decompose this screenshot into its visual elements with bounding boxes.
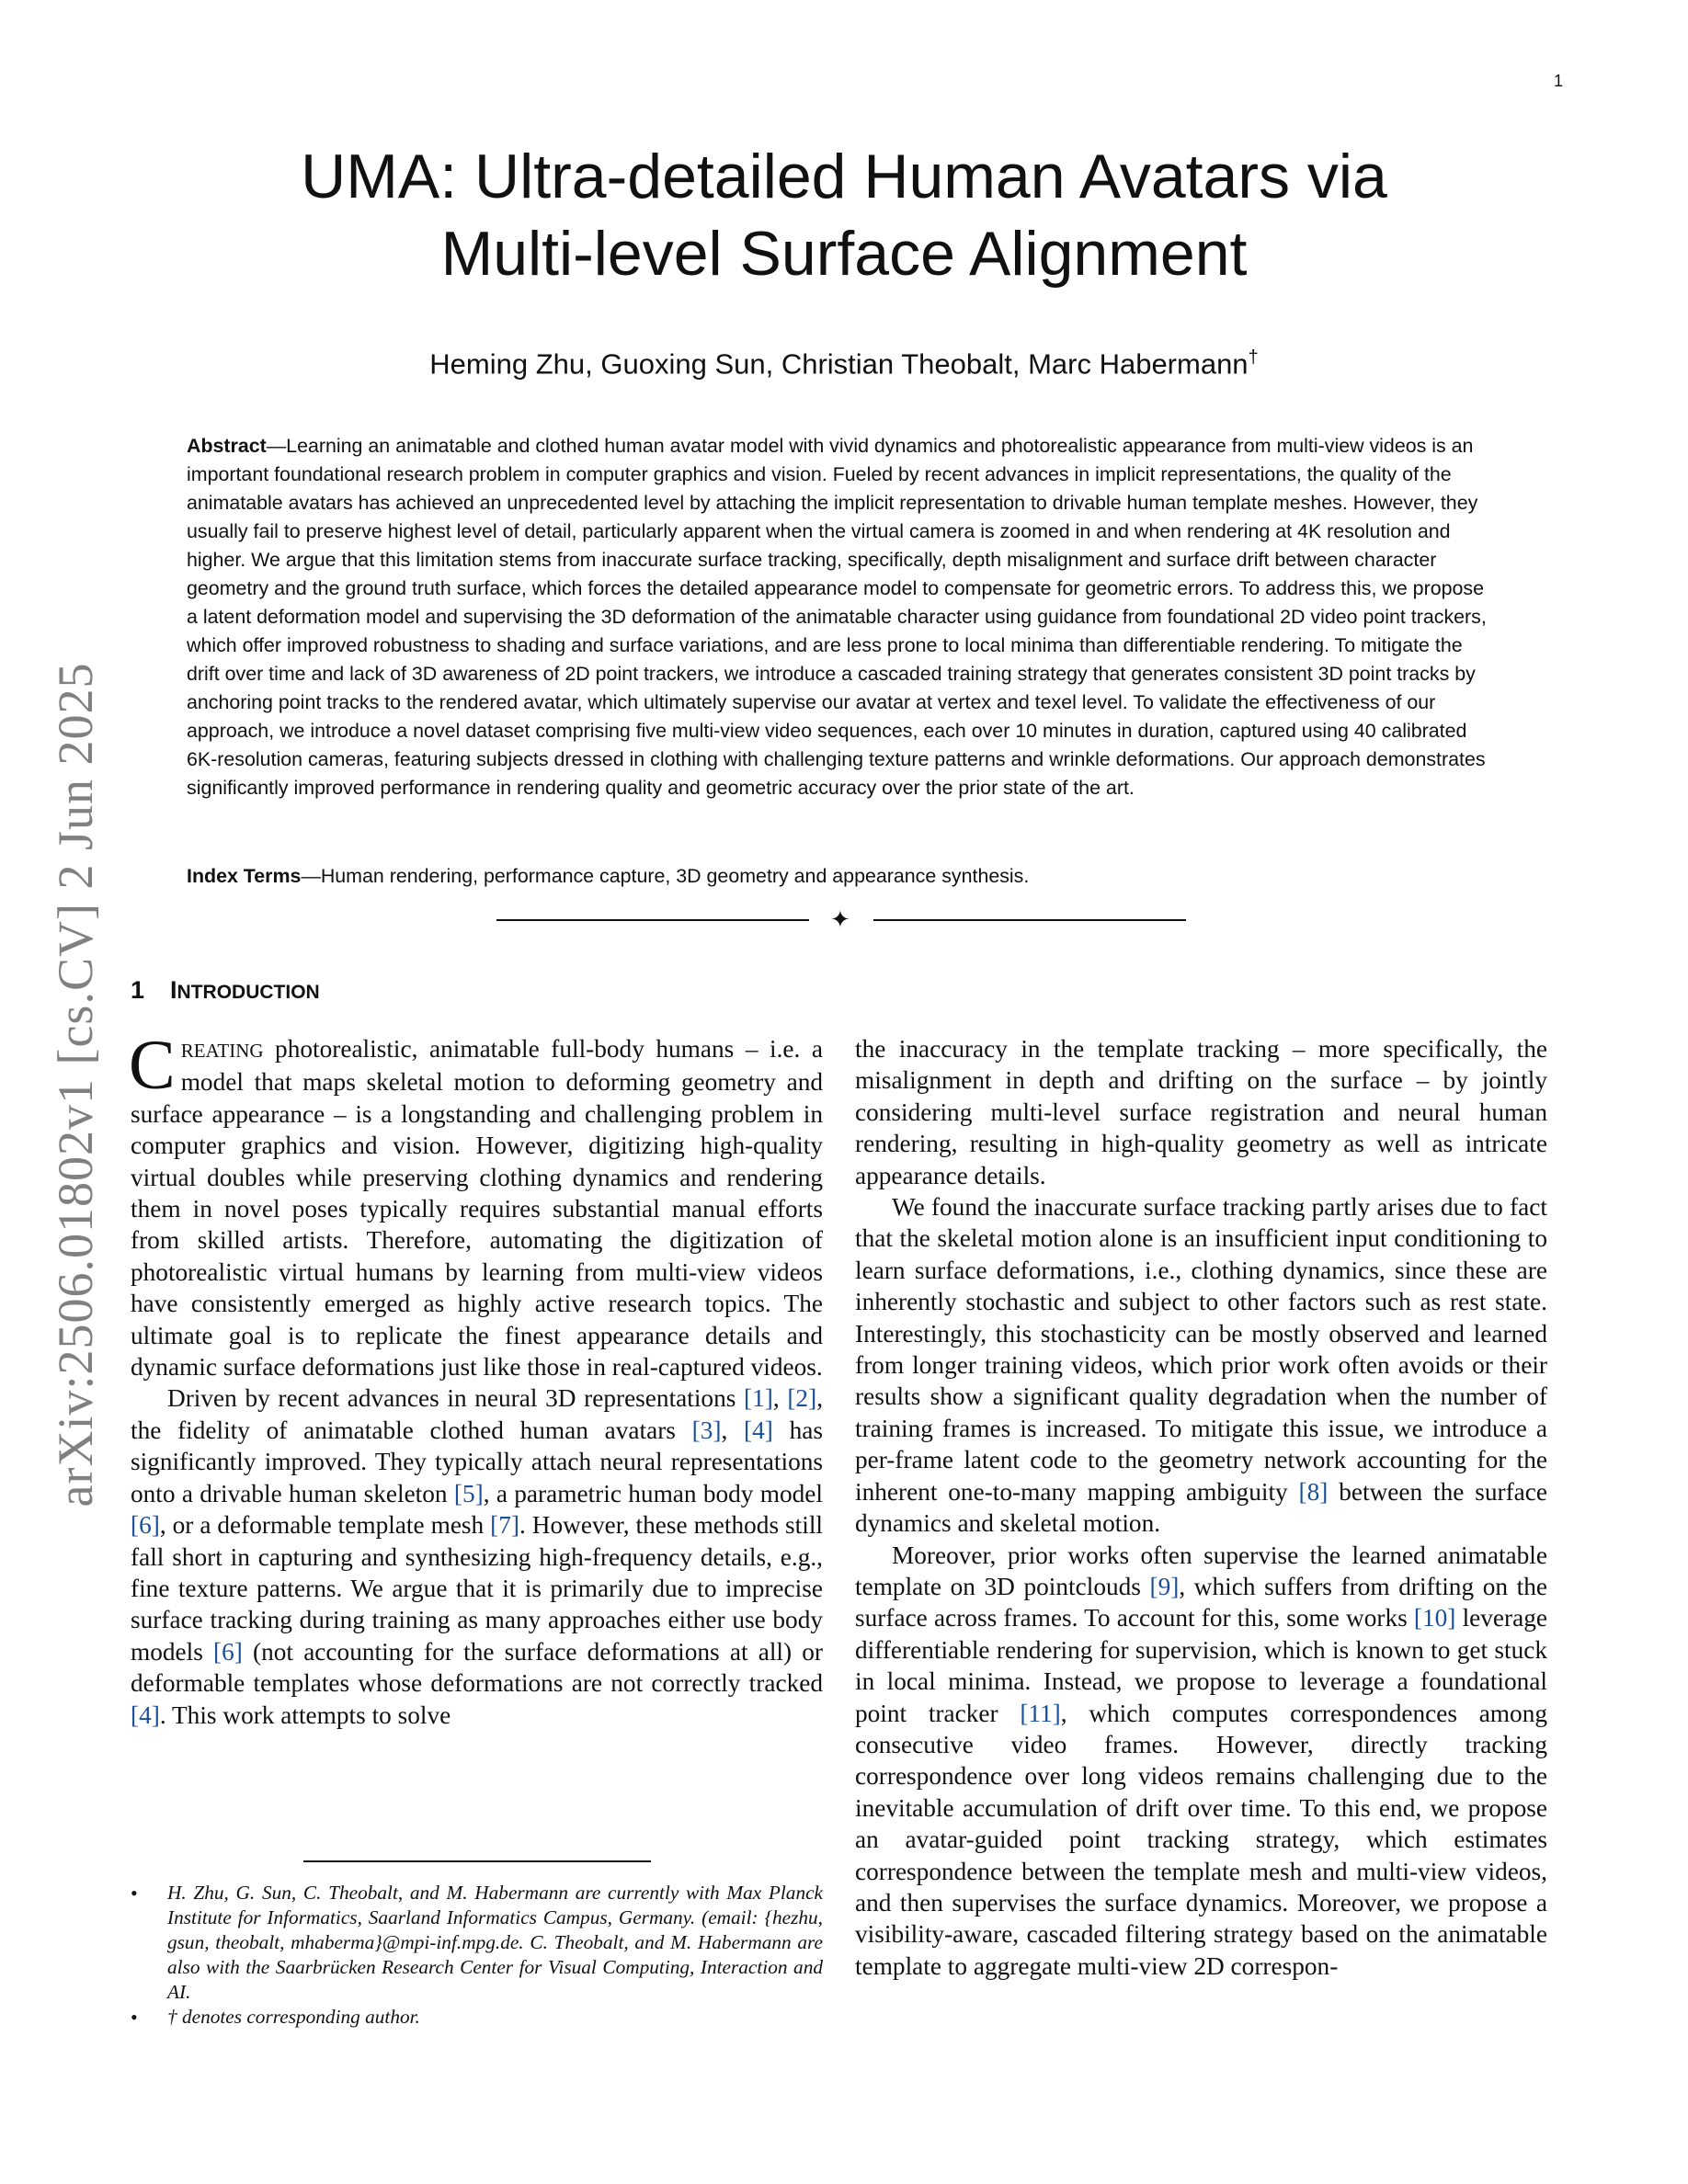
left-column	[129, 1027, 824, 1731]
text-run: We found the inaccurate surface tracking partly arises due to fact that the skeletal motion alone is an insufficient input conditioning to learn surface deformations, i.e., clothing dynamics, since these are inherently stochastic and subject to other factors such as rest state. Interestingly, this stochasticity can be mostly observed and learned from longer training videos, which prior work often avoids or their results show a significant quality degradation when the number of training frames is increased. To mitigate this issue, we introduce a per-frame latent code to the geometry network accounting for the inherent one-to-many mapping ambiguity	[855, 1193, 1547, 1506]
index-terms	[187, 862, 1497, 891]
abstract-label: Abstract	[187, 435, 267, 457]
section-number: 1	[131, 976, 145, 1004]
intro-paragraph-5	[855, 1540, 1547, 1983]
citation-link[interactable]: [3]	[691, 1416, 722, 1444]
footnote-affiliation: • H. Zhu, G. Sun, C. Theobalt, and M. Habermann are currently with Max Planck Institute for Informatics, Saarland Informatics Campus, Germany. (email: {hezhu, gsun, theobalt, mhaberma}@mpi-inf.mpg.de. C. Theobalt, and M. Habermann are also with the Saarbrücken Research Center for Visual Computing, Interaction and AI.	[131, 1881, 823, 2005]
right-column	[855, 1033, 1547, 1982]
author-names: Heming Zhu, Guoxing Sun, Christian Theobalt, Marc Habermann	[429, 347, 1249, 381]
text-run: between the surface dynamics and skeletal motion.	[855, 1477, 1548, 1538]
intro-paragraph-1	[129, 1027, 823, 1382]
divider-rule-right	[873, 919, 1186, 921]
text-run: Moreover, prior works often supervise the learned animatable template on 3D pointclouds	[855, 1541, 1547, 1600]
text-run: Driven by recent advances in neural 3D representations	[167, 1384, 745, 1413]
divider-rule-left	[496, 919, 809, 921]
text-run: , the fidelity of animatable clothed human avatars	[131, 1384, 824, 1444]
footnote-rule	[303, 1860, 651, 1862]
text-run: . This work attempts to solve	[159, 1701, 451, 1729]
citation-link[interactable]: [8]	[1298, 1477, 1329, 1506]
intro-paragraph-3: the inaccuracy in the template tracking – more specifically, the misalignment in depth and drifting on the surface – by jointly considering multi-level surface registration and neural human rendering, resulting in high-quality geometry as well as intricate appearance details.	[855, 1035, 1547, 1189]
abstract	[187, 432, 1497, 802]
text-run: . However, these methods still fall short in capturing and synthesizing high-frequency details, e.g., fine texture patterns. We argue that it is primarily due to imprecise surface tracking during training as many approaches either use body models	[131, 1511, 823, 1666]
abstract-text: —Learning an animatable and clothed human avatar model with vivid dynamics and photorealistic appearance from multi-view videos is an important foundational research problem in computer graphics and vision. Fueled by recent advances in implicit representations, the quality of the animatable avatars has achieved an unprecedented level by attaching the implicit representation to drivable human template meshes. However, they usually fail to preserve highest level of detail, particularly apparent when the virtual camera is zoomed in and when rendering at 4K resolution and higher. We argue that this limitation stems from inaccurate surface tracking, specifically, depth misalignment and surface drift between character geometry and the ground truth surface, which forces the detailed appearance model to compensate for geometric errors. To address this, we propose a latent deformation model and supervising the 3D deformation of the animatable character using guidance from foundational 2D video point trackers, which offer improved robustness to shading and surface variations, and are less prone to local minima than differentiable rendering. To mitigate the drift over time and lack of 3D awareness of 2D point trackers, we introduce a cascaded training strategy that generates consistent 3D point tracks by anchoring point tracks to the rendered avatar, which ultimately supervise our avatar at vertex and texel level. To validate the effectiveness of our approach, we introduce a novel dataset comprising five multi-view video sequences, each over 10 minutes in duration, captured using 40 calibrated 6K-resolution cameras, featuring subjects dressed in clothing with challenging texture patterns and wrinkle deformations. Our approach demonstrates significantly improved performance in rendering quality and geometric accuracy over the prior state of the art.	[187, 435, 1487, 799]
divider-diamond-icon: ✦	[830, 906, 850, 934]
drop-cap-smallcaps: REATING	[180, 1040, 264, 1062]
title-line-1: UMA: Ultra-detailed Human Avatars via	[301, 142, 1387, 211]
text-run: ,	[772, 1384, 788, 1413]
text-run: , or a deformable template mesh	[159, 1511, 491, 1540]
text-run: (not accounting for the surface deformations at all) or deformable templates whose deformations are not correctly tracked	[131, 1637, 823, 1698]
footnotes	[131, 1881, 823, 2030]
author-list	[184, 347, 1504, 381]
citation-link[interactable]: [7]	[490, 1511, 520, 1540]
paper-title	[184, 138, 1504, 292]
citation-link[interactable]: [10]	[1413, 1604, 1456, 1632]
text-run: ,	[721, 1416, 745, 1444]
section-title-initial: I	[170, 976, 177, 1004]
arxiv-stamp: arXiv:2506.01802v1 [cs.CV] 2 Jun 2025	[48, 662, 103, 1507]
citation-link[interactable]: [6]	[131, 1511, 160, 1540]
citation-link[interactable]: [2]	[787, 1384, 817, 1413]
title-line-2: Multi-level Surface Alignment	[440, 219, 1248, 289]
intro-paragraph-2	[131, 1382, 823, 1730]
citation-link[interactable]: [4]	[744, 1416, 773, 1444]
corresponding-author-mark: †	[1248, 347, 1259, 368]
citation-link[interactable]: [6]	[213, 1637, 243, 1666]
text-run: , which computes correspondences among consecutive video frames. However, directly tracking correspondence over long videos remains challenging due to the inevitable accumulation of drift over time. To this end, we propose an avatar-guided point tracking strategy, which estimates correspondence between the template mesh and multi-view videos, and then supervises the surface dynamics. Moreover, we propose a visibility-aware, cascaded filtering strategy based on the animatable template to aggregate multi-view 2D correspon-	[855, 1699, 1547, 1980]
text-run: has significantly improved. They typically attach neural representations onto a drivable human skeleton	[131, 1416, 823, 1507]
text-run: , which suffers from drifting on the surface across frames. To account for this, some works	[855, 1572, 1547, 1632]
citation-link[interactable]: [9]	[1149, 1572, 1180, 1600]
intro-paragraph-4	[855, 1191, 1547, 1539]
index-terms-text: —Human rendering, performance capture, 3D geometry and appearance synthesis.	[301, 865, 1030, 887]
section-heading	[131, 976, 320, 1005]
text-run: leverage differentiable rendering for supervision, which is known to get stuck in local minima. Instead, we propose to leverage a foundational point tracker	[855, 1604, 1547, 1727]
index-terms-label: Index Terms	[187, 865, 302, 887]
section-divider	[496, 906, 1186, 934]
footnote-corresponding: • † denotes corresponding author.	[131, 2005, 823, 2030]
citation-link[interactable]: [5]	[453, 1479, 484, 1507]
page-number: 1	[1553, 72, 1563, 90]
citation-link[interactable]: [11]	[1020, 1699, 1061, 1727]
citation-link[interactable]: [4]	[131, 1701, 160, 1729]
intro-paragraph-1-text: photorealistic, animatable full-body humans – i.e. a model that maps skeletal motion to deforming geometry and surface appearance – is a longstanding and challenging problem in computer graphics and vision. However, digitizing high-quality virtual doubles while preserving clothing dynamics and rendering them in novel poses typically requires substantial manual efforts from skilled artists. Therefore, automating the digitization of photorealistic virtual humans by learning from multi-view videos have consistently emerged as highly active research topics. The ultimate goal is to replicate the finest appearance details and dynamic surface deformations just like those in real-captured videos.	[131, 1035, 823, 1382]
section-title-rest: NTRODUCTION	[177, 982, 320, 1003]
text-run: , a parametric human body model	[483, 1479, 823, 1507]
citation-link[interactable]: [1]	[744, 1384, 773, 1413]
drop-cap: C	[129, 1027, 176, 1104]
